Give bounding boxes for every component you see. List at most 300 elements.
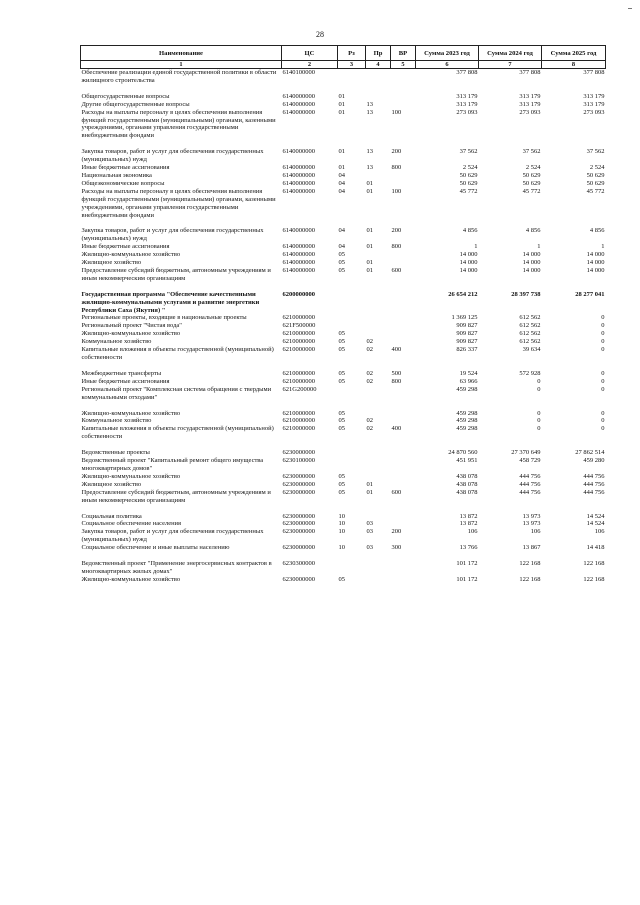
cell-sum-2025: 106 [594,528,605,536]
cell-sum-2024: 612 562 [519,314,541,322]
table-row [81,291,606,315]
cell-sum-2024: 50 629 [522,179,541,187]
table-row [81,267,606,283]
table-row [81,410,606,418]
cell-cs: 621G200000 [282,385,317,393]
cell-cs: 6200000000 [282,290,315,298]
cell-sum-2024: 39 634 [522,346,541,354]
cell-rz: 04 [338,171,345,179]
cell-sum-2023: 101 172 [456,560,478,568]
cell-vr [391,314,416,322]
cell-sum-2025: 444 756 [583,472,605,480]
cell-sum-2025: 14 000 [586,259,605,267]
cell-pr [366,560,391,576]
cell-sum-2025: 313 179 [583,100,605,108]
cell-pr: 02 [366,425,373,433]
cell-cs: 6230000000 [282,528,315,536]
cell-name: Расходы на выплаты персоналу в целях обеспечения выполнения функций государственными (муниципальными) органами, казенными учреждениями, органами управления государственными внебюджетными фондами [81,187,276,219]
cell-rz: 05 [338,488,345,496]
cell-rz [338,322,366,330]
cell-sum-2023: 2 524 [462,164,478,172]
cell-vr: 600 [391,488,402,496]
cell-sum-2025: 0 [601,409,605,417]
cell-name: Социальная политика [81,512,142,520]
table-row [81,378,606,386]
cell-cs: 6210000000 [282,425,315,433]
table-row [81,322,606,330]
cell-sum-2023: 826 337 [456,346,478,354]
budget-table [80,45,606,584]
cell-rz: 05 [338,575,345,583]
cell-sum-2025: 0 [601,425,605,433]
cell-name: Иные бюджетные ассигнования [81,243,170,251]
cell-vr: 200 [391,528,402,536]
row-spacer [81,140,606,148]
cell-rz: 05 [338,472,345,480]
cell-vr: 100 [391,187,402,195]
cell-sum-2024: 572 928 [519,369,541,377]
cell-rz: 05 [338,425,345,433]
cell-pr [366,457,391,473]
cell-sum-2024: 14 000 [522,251,541,259]
cell-sum-2025: 14 418 [586,544,605,552]
cell-rz: 05 [338,409,345,417]
cell-rz: 01 [338,148,345,156]
cell-rz: 01 [338,108,345,116]
cell-sum-2025: 45 772 [586,187,605,195]
cell-sum-2024: 444 756 [519,472,541,480]
cell-rz [338,291,366,315]
cell-rz: 05 [338,330,345,338]
cell-vr [391,338,416,346]
cell-sum-2024: 13 867 [522,544,541,552]
row-spacer [81,85,606,93]
cell-vr: 200 [391,148,402,156]
cell-rz: 05 [338,377,345,385]
cell-rz: 05 [338,251,345,259]
cell-cs: 6140100000 [282,69,315,76]
table-row [81,93,606,101]
cell-sum-2024: 458 729 [519,457,541,465]
cell-rz: 01 [338,92,345,100]
cell-vr [391,457,416,473]
cell-name: Предоставление субсидий бюджетным, автономным учреждениям и иным некоммерческим организациям [81,488,271,504]
cell-sum-2024: 37 562 [522,148,541,156]
cell-vr [391,513,416,521]
cell-sum-2025: 50 629 [586,171,605,179]
cell-sum-2025: 0 [601,417,605,425]
cell-sum-2024: 4 856 [525,227,541,235]
cell-rz: 04 [338,227,345,235]
table-row [81,513,606,521]
header-rz: Рз [338,46,366,61]
cell-cs: 6140000000 [282,187,315,195]
cell-sum-2023: 50 629 [459,171,478,179]
cell-name: Закупка товаров, работ и услуг для обеспечения государственных (муниципальных) нужд [81,227,264,243]
table-row [81,386,606,402]
cell-rz [338,449,366,457]
cell-sum-2025: 0 [601,385,605,393]
cell-vr [391,386,416,402]
cell-cs: 6210000000 [282,330,315,338]
cell-sum-2024: 313 179 [519,92,541,100]
cell-name: Коммунальное хозяйство [81,417,152,425]
cell-vr: 400 [391,346,402,354]
cell-cs: 6140000000 [282,148,315,156]
cell-sum-2024: 45 772 [522,187,541,195]
cell-cs: 6210000000 [282,338,315,346]
cell-name: Иные бюджетные ассигнования [81,377,170,385]
cell-sum-2025: 27 862 514 [575,449,605,457]
column-number: 6 [416,61,479,69]
cell-rz: 05 [338,338,345,346]
cell-rz [338,560,366,576]
cell-pr: 01 [366,488,373,496]
cell-sum-2024: 612 562 [519,322,541,330]
cell-rz: 04 [338,187,345,195]
cell-pr: 03 [366,520,373,528]
table-row [81,188,606,220]
cell-sum-2023: 45 772 [459,187,478,195]
cell-pr [366,69,391,85]
cell-pr: 01 [366,179,373,187]
cell-name: Общегосударственные вопросы [81,92,170,100]
cell-cs: 6230100000 [282,457,315,465]
table-row [81,489,606,505]
spacer-cell [81,362,606,370]
cell-vr [391,101,416,109]
cell-sum-2024: 13 973 [522,512,541,520]
cell-cs: 6210000000 [282,369,315,377]
cell-rz: 10 [338,528,345,536]
cell-sum-2025: 444 756 [583,488,605,496]
cell-cs: 6230000000 [282,520,315,528]
cell-sum-2023: 313 179 [456,92,478,100]
cell-sum-2023: 377 808 [456,69,478,76]
table-row [81,109,606,141]
cell-name: Межбюджетные трансферты [81,369,162,377]
cell-pr: 13 [366,100,373,108]
cell-name: Закупка товаров, работ и услуг для обеспечения государственных (муниципальных) нужд [81,148,264,164]
cell-sum-2023: 438 078 [456,488,478,496]
cell-sum-2025: 122 168 [583,575,605,583]
cell-rz [338,457,366,473]
spacer-cell [81,283,606,291]
table-row [81,69,606,85]
cell-vr: 400 [391,425,402,433]
cell-sum-2025: 50 629 [586,179,605,187]
table-row [81,101,606,109]
cell-sum-2024: 0 [537,385,541,393]
cell-sum-2024: 2 524 [525,164,541,172]
cell-cs: 6230000000 [282,512,315,520]
cell-vr: 800 [391,243,402,251]
cell-sum-2025: 28 277 041 [575,290,605,298]
cell-sum-2024: 14 000 [522,266,541,274]
cell-pr: 01 [366,227,373,235]
cell-cs: 6210000000 [282,346,315,354]
cell-name: Иные бюджетные ассигнования [81,164,170,172]
cell-sum-2023: 13 872 [459,520,478,528]
cell-name: Региональные проекты, входящие в национальные проекты [81,314,247,322]
cell-vr: 500 [391,369,402,377]
cell-sum-2023: 13 872 [459,512,478,520]
spacer-cell [81,552,606,560]
cell-pr: 03 [366,544,373,552]
column-number: 8 [542,61,606,69]
column-number: 5 [391,61,416,69]
cell-rz [338,386,366,402]
table-row [81,576,606,584]
cell-pr [366,172,391,180]
cell-name: Жилищное хозяйство [81,259,142,267]
cell-rz: 01 [338,164,345,172]
cell-sum-2023: 26 654 212 [448,290,478,298]
column-number: 4 [366,61,391,69]
cell-sum-2025: 37 562 [586,148,605,156]
cell-name: Расходы на выплаты персоналу в целях обеспечения выполнения функций государственными (муниципальными) органами, казенными учреждениями, органами управления государственными внебюджетными фондами [81,108,276,140]
table-row [81,473,606,481]
cell-cs: 6230300000 [282,560,315,568]
cell-sum-2025: 14 000 [586,266,605,274]
cell-name: Жилищно-коммунальное хозяйство [81,330,181,338]
cell-sum-2023: 14 000 [459,266,478,274]
cell-name: Ведомственный проект "Капитальный ремонт общего имущества многоквартирных домов" [81,457,264,472]
table-row [81,417,606,425]
cell-sum-2023: 50 629 [459,179,478,187]
cell-name: Жилищно-коммунальное хозяйство [81,251,181,259]
cell-sum-2025: 0 [601,369,605,377]
cell-sum-2025: 1 [601,243,605,251]
cell-vr [391,180,416,188]
cell-sum-2025: 0 [601,322,605,330]
cell-sum-2023: 909 827 [456,338,478,346]
cell-pr: 01 [366,187,373,195]
cell-sum-2025: 4 856 [589,227,605,235]
cell-pr: 02 [366,346,373,354]
table-row [81,346,606,362]
cell-name: Капитальные вложения в объекты государственной (муниципальной) собственности [81,425,274,441]
column-number: 2 [282,61,338,69]
cell-rz: 05 [338,417,345,425]
cell-name: Социальное обеспечение населения [81,520,182,528]
cell-sum-2023: 4 856 [462,227,478,235]
cell-pr: 02 [366,338,373,346]
cell-cs: 6140000000 [282,100,315,108]
cell-rz: 05 [338,346,345,354]
cell-pr [366,576,391,584]
cell-sum-2024: 1 [537,243,541,251]
cell-cs: 6140000000 [282,179,315,187]
table-row [81,425,606,441]
cell-sum-2024: 122 168 [519,560,541,568]
table-row [81,251,606,259]
column-number: 3 [338,61,366,69]
cell-name: Общеэкономические вопросы [81,179,165,187]
table-row [81,520,606,528]
cell-vr [391,291,416,315]
table-row [81,457,606,473]
cell-name: Жилищно-коммунальное хозяйство [81,409,181,417]
cell-cs: 6140000000 [282,92,315,100]
cell-sum-2023: 14 000 [459,259,478,267]
cell-sum-2024: 27 370 649 [511,449,541,457]
cell-pr: 13 [366,108,373,116]
table-row [81,148,606,164]
cell-vr [391,560,416,576]
cell-sum-2023: 19 524 [459,369,478,377]
cell-cs: 6210000000 [282,377,315,385]
cell-name: Национальная экономика [81,171,152,179]
cell-pr: 02 [366,369,373,377]
cell-sum-2024: 0 [537,425,541,433]
cell-cs: 6210000000 [282,417,315,425]
cell-pr [366,473,391,481]
header-vr: ВР [391,46,416,61]
cell-vr [391,520,416,528]
cell-sum-2025: 14 524 [586,512,605,520]
cell-sum-2025: 14 000 [586,251,605,259]
column-number: 7 [479,61,542,69]
table-row [81,172,606,180]
cell-sum-2023: 1 [474,243,478,251]
cell-rz: 10 [338,544,345,552]
cell-sum-2024: 14 000 [522,259,541,267]
table-row [81,370,606,378]
cell-sum-2023: 14 000 [459,251,478,259]
header-pr: Пр [366,46,391,61]
cell-rz [338,69,366,85]
table-row [81,227,606,243]
table-row [81,314,606,322]
cell-pr: 01 [366,259,373,267]
cell-pr: 13 [366,148,373,156]
cell-sum-2025: 313 179 [583,92,605,100]
cell-sum-2023: 24 870 560 [448,449,478,457]
cell-sum-2024: 313 179 [519,100,541,108]
cell-sum-2023: 37 562 [459,148,478,156]
cell-rz: 04 [338,243,345,251]
cell-sum-2025: 273 093 [583,108,605,116]
cell-vr [391,449,416,457]
cell-sum-2024: 50 629 [522,171,541,179]
row-spacer [81,552,606,560]
cell-pr [366,410,391,418]
cell-pr [366,314,391,322]
cell-sum-2025: 0 [601,377,605,385]
cell-rz: 05 [338,480,345,488]
cell-cs: 6230000000 [282,449,315,457]
cell-sum-2023: 101 172 [456,575,478,583]
cell-vr [391,576,416,584]
cell-pr: 02 [366,417,373,425]
cell-cs: 621F500000 [282,322,316,330]
table-body [81,69,606,584]
row-spacer [81,219,606,227]
cell-vr: 100 [391,108,402,116]
table-row [81,449,606,457]
header-sum-2024: Сумма 2024 год [479,46,542,61]
cell-sum-2025: 444 756 [583,480,605,488]
cell-cs: 6230000000 [282,488,315,496]
cell-sum-2024: 106 [530,528,541,536]
cell-sum-2025: 0 [601,346,605,354]
cell-sum-2024: 0 [537,409,541,417]
cell-sum-2025: 459 280 [583,457,605,465]
cell-name: Жилищно-коммунальное хозяйство [81,472,181,480]
cell-vr [391,481,416,489]
cell-sum-2024: 0 [537,417,541,425]
row-spacer [81,441,606,449]
cell-vr [391,93,416,101]
table-row [81,560,606,576]
cell-rz: 04 [338,179,345,187]
cell-cs: 6140000000 [282,251,315,259]
cell-sum-2025: 0 [601,338,605,346]
cell-vr [391,172,416,180]
cell-sum-2025: 0 [601,314,605,322]
cell-vr [391,410,416,418]
header-sum-2023: Сумма 2023 год [416,46,479,61]
cell-vr [391,251,416,259]
cell-pr [366,513,391,521]
cell-pr [366,291,391,315]
table-row [81,544,606,552]
spacer-cell [81,140,606,148]
cell-sum-2025: 2 524 [589,164,605,172]
cell-sum-2023: 438 078 [456,472,478,480]
header-name: Наименование [81,46,282,61]
cell-sum-2023: 13 766 [459,544,478,552]
cell-sum-2023: 909 827 [456,330,478,338]
header-sum-2025: Сумма 2025 год [542,46,606,61]
cell-sum-2023: 459 298 [456,385,478,393]
table-row [81,180,606,188]
cell-rz [338,314,366,322]
table-row [81,164,606,172]
cell-sum-2023: 106 [467,528,478,536]
cell-pr: 01 [366,243,373,251]
cell-pr: 01 [366,266,373,274]
cell-sum-2023: 63 966 [459,377,478,385]
table-row [81,259,606,267]
cell-cs: 6230000000 [282,575,315,583]
cell-sum-2024: 444 756 [519,480,541,488]
row-spacer [81,362,606,370]
cell-cs: 6140000000 [282,164,315,172]
cell-name: Ведомственные проекты [81,449,150,457]
spacer-cell [81,441,606,449]
cell-pr [366,322,391,330]
cell-cs: 6230000000 [282,472,315,480]
cell-vr: 800 [391,377,402,385]
cell-sum-2023: 438 078 [456,480,478,488]
cell-vr: 800 [391,164,402,172]
spacer-cell [81,505,606,513]
cell-sum-2024: 444 756 [519,488,541,496]
table-row [81,330,606,338]
cell-name: Обеспечение реализации единой государственной политики в области жилищного строительства [81,69,277,84]
header-row [81,46,606,61]
spacer-cell [81,85,606,93]
cell-pr: 13 [366,164,373,172]
cell-name: Региональный проект "Чистая вода" [81,322,182,330]
cell-sum-2023: 273 093 [456,108,478,116]
cell-rz: 10 [338,520,345,528]
cell-name: Коммунальное хозяйство [81,338,152,346]
cell-cs: 6140000000 [282,266,315,274]
table-row [81,481,606,489]
